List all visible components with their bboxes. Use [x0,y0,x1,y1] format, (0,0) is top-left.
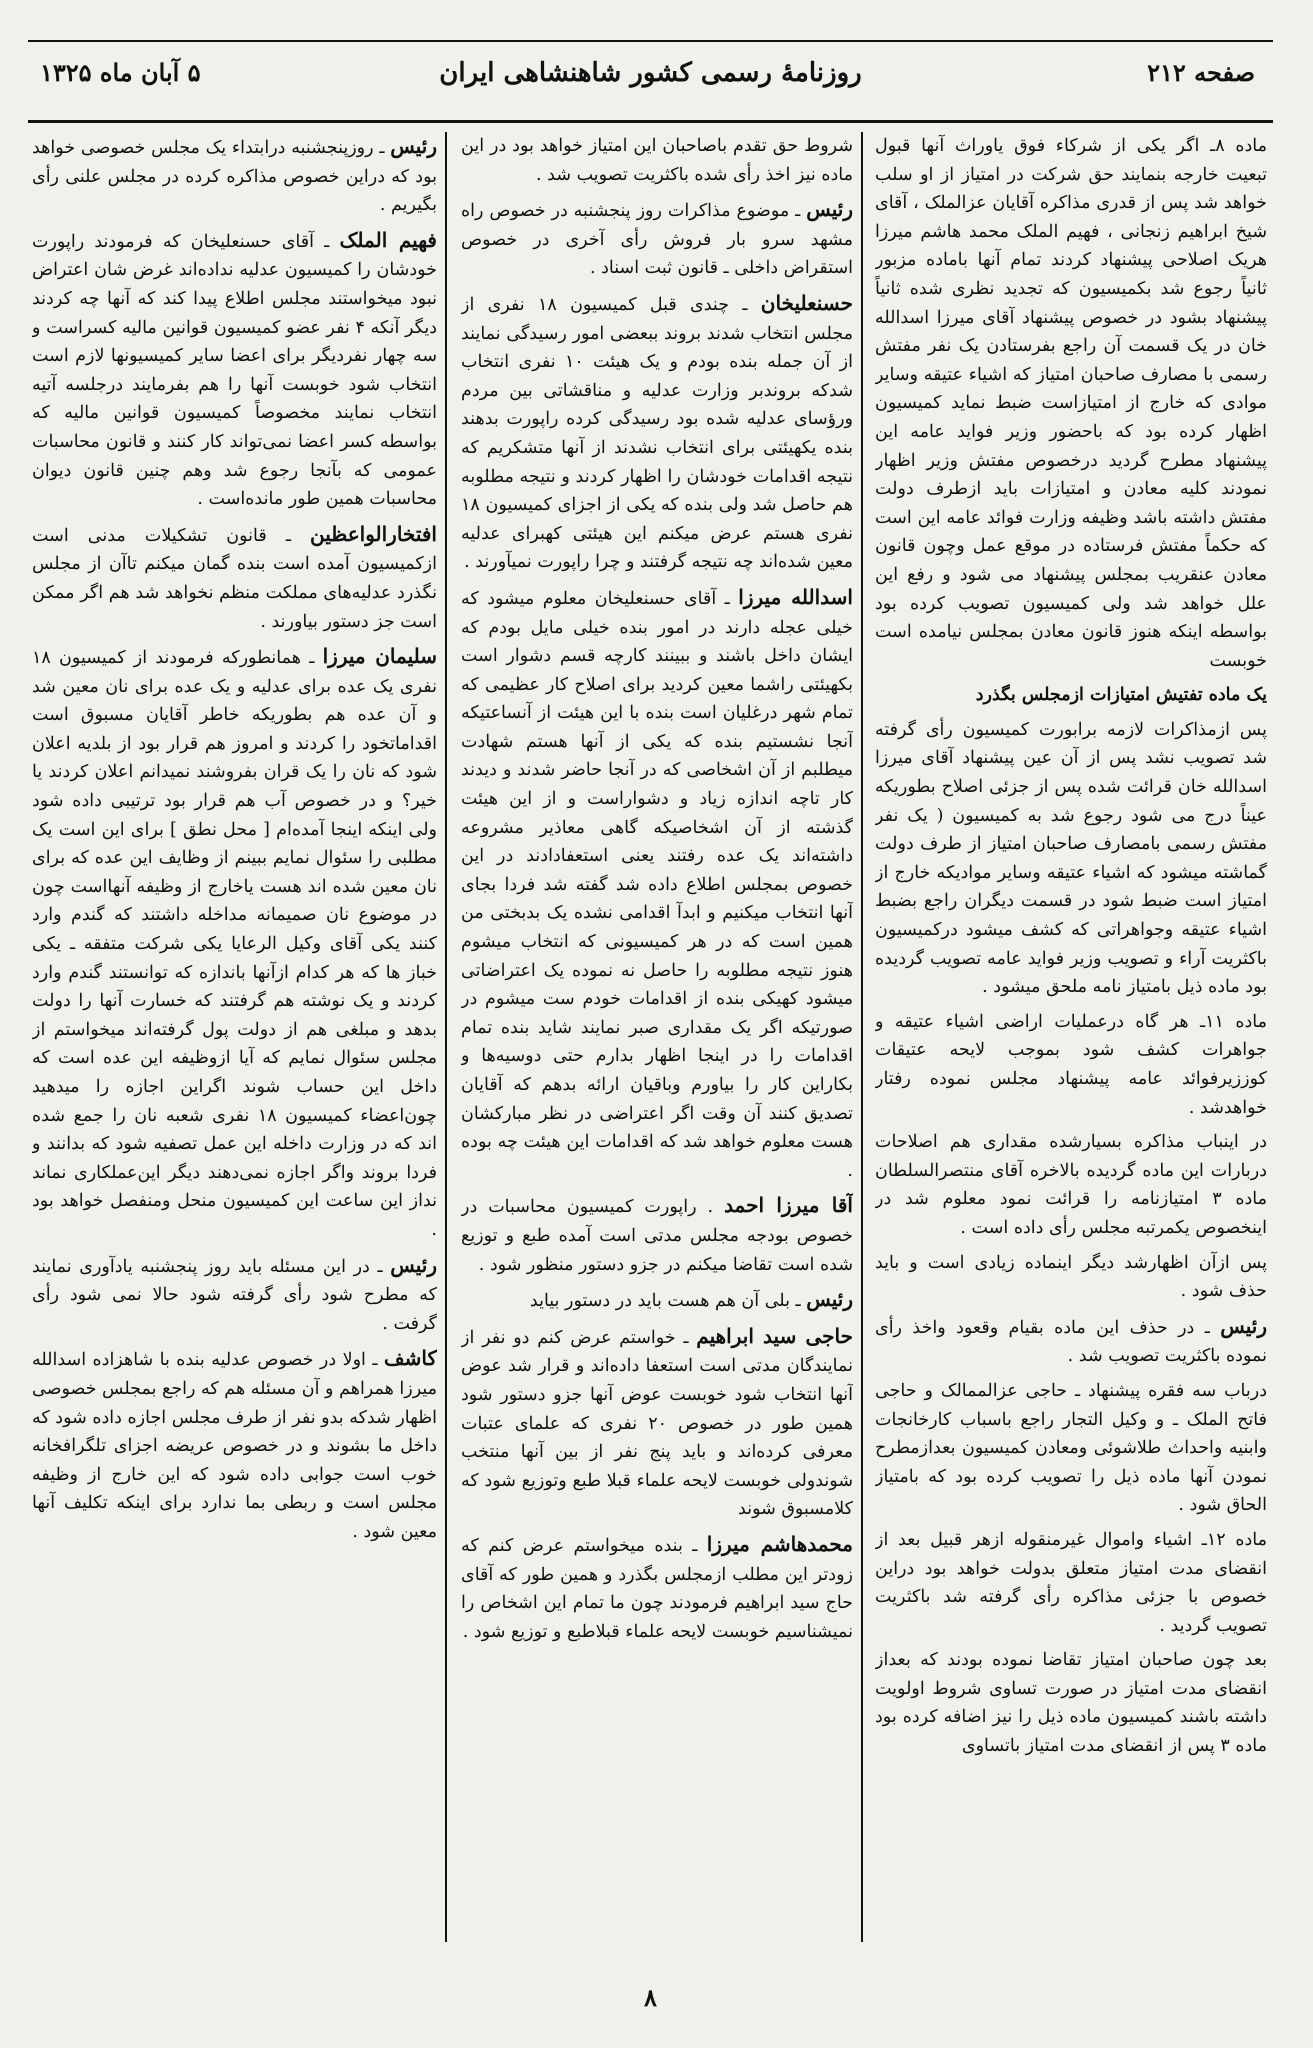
paragraph: پس ازمذاکرات لازمه برابورت کمیسیون رأی گرفته شد تصویب نشد پس از آن عین پیشنهاد آقای میرزا اسدالله خان قرائت شده پس از جزئی اصلاح بطوریکه عیناً درج می شود رجوع شد به کمیسیون ( یک نفر مفتش رسمی بامصارف صاحبان امتیاز از طرف دولت گماشته میشود که اشیاء عتیقه وسایر موادیکه خارج از امتیاز است ضبط شود در قسمت دیگران راجع بضبط اشیاء عتیقه وجواهراتی که کشف میشود درکمیسیون باکثریت آراء و تصویب وزیر فواید عامه تصویب گردیده بود ماده ذیل بامتیاز نامه ملحق میشود . [875,719,1267,998]
column-middle [461,132,853,1932]
newspaper-page [28,40,1273,2030]
speech [32,1251,437,1339]
speech [461,289,853,577]
paragraph-bold: یک ماده تفتیش امتیازات ازمجلس بگذرد [975,685,1267,706]
speaker-name: کاشف [383,1346,437,1371]
speaker-name: اسدالله میرزا [738,584,853,609]
speech-text: . راپورت کمیسیون محاسبات در خصوص بودجه مجلس مدتی است آمده طبع و توزیع شده است تقاضا میکنم در جزو دستور منظور شود . [461,1197,853,1275]
speech-text: ـ بلی آن هم هست باید در دستور بیاید [529,1291,801,1312]
paragraph: ماده ۱۱ـ هر گاه درعملیات اراضی اشیاء عتیقه و جواهرات کشف شود بموجب لایحه عتیقات کوززیرفوائد عامه پیشنهاد مجلس نموده رفتار خواهدشد . [875,1011,1267,1118]
speech [32,226,437,514]
speaker-name: حسنعلیخان [760,290,853,315]
speaker-name: رئیس [390,1252,437,1277]
column-divider-2 [445,132,447,1942]
speech-text: ـ چندی قبل کمیسیون ۱۸ نفری از مجلس انتخاب شدند بروند ببعضی امور رسیدگی نمایند از آن جمله بنده بودم و یک هیئت ۱۰ نفری انتخاب شدکه بروندبر وزارت عدلیه و مناقشاتی بین مردم ورؤسای عدلیه شده بود رسیدگی کرده راپورت بدهند بنده یکهیئتی برای انتخاب نشدند از آنها متشکریم که نتیجه اقدامات خودشان را اظهار کردند و نتیجه مطلوبه هم حاصل شد ولی بنده که یکی از اجزای کمیسیون ۱۸ نفری هستم عرض میکنم این هیئتی کهبرای عدلیه معین شده‌اند چه نتیجه گرفتند و چرا راپورت نمیآورند . [461,294,853,573]
speech-text: ـ خواستم عرض کنم دو نفر از نمایندگان مدتی است استعفا داده‌اند و قرار شد عوض آنها انتخاب شود خوبست عوض آنها جزو دستور شود همین طور در خصوص ۲۰ نفری که علمای عتبات معرفی کرده‌اند و باید پنج نفر از بین آنها منتخب شوندولی خوبست لایحه علماء قبلا طبع وتوزیع شود که کلامسبوق شوند [461,1327,853,1520]
page-number: ۸ [644,1983,657,2012]
speech-text: ـ موضوع مذاکرات روز پنجشنبه در خصوص راه مشهد سرو بار فروش رأی آخری در خصوص استقراض داخلی ـ قانون ثبت اسناد . [461,201,853,279]
speech [32,642,437,1244]
paragraph: پس ازآن اظهارشد دیگر اینماده زیادی است و باید حذف شود . [875,1252,1267,1302]
paragraph: بعد چون صاحبان امتیاز تقاضا نموده بودند که بعداز انقضای مدت امتیاز در صورت تساوی شروط اولویت داشته باشند کمیسیون ماده ذیل را نیز اضافه کرده بود ماده ۳ پس از انقضای مدت امتیاز باتساوی [875,1650,1267,1757]
speech-text: ـ بنده میخواستم عرض کنم که زودتر این مطلب ازمجلس بگذرد و همین طور که آقای حاج سید ابراهیم فرمودند چون ما تمام این اشخاص را نمیشناسیم خوبست لایحه علماء قبلاطبع و توزیع شود . [461,1535,853,1642]
speaker-name: فهیم الملک [339,227,437,252]
speaker-name: محمدهاشم میرزا [706,1531,853,1556]
page-label: صفحه ۲۱۲ [1147,58,1255,87]
paragraph: شروط حق تقدم باصاحبان این امتیاز خواهد بود در این ماده نیز اخذ رأی شده باکثریت تصویب شد . [461,136,853,185]
speech [875,1312,1267,1371]
speech-text: ـ روزپنجشنبه درابتداء یک مجلس خصوصی خواهد بود که دراین خصوص مذاکره کرده در مجلس علنی رأی بگیریم . [32,138,437,216]
speaker-name: افتخارالواعظین [310,521,437,546]
issue-date: ۵ آبان ماه ۱۳۲۵ [40,58,201,87]
speech-text: ـ قانون تشکیلات مدنی است ازکمیسیون آمده است بنده گمان میکنم تاآن از مجلس نگذرد عدلیه‌های مملکت منظم نخواهد شد هم اگر ممکن است جز دستور بیاورند . [32,525,437,632]
speech-text: ـ در حذف این ماده بقیام وقعود واخذ رأی نموده باکثریت تصویب شد . [875,1317,1267,1367]
speech [32,520,437,636]
speaker-name: رئیس [1220,1313,1267,1338]
speech-text: ـ همانطورکه فرمودند از کمیسیون ۱۸ نفری یک عده برای عدلیه و یک عده برای نان معین شد و آن عده هم بطوریکه خاطر آقایان مسبوق است اقداماتخود را کردند و امروز هم قرار بود از بلدیه اعلان شود که نان را یک قران بفروشند نمیدانم اعلان کردند یا خیر؟ و در خصوص آب هم قرار بود ترتیبی داده شود ولی اینکه اینجا آمده‌ام [ محل نطق ] برای این است یک مطلبی را سئوال نمایم ببینم از وظایف این عده که برای نان معین شده اند هست یاخارج از وظیفه آنهااست چون در موضوع نان صمیمانه مداخله داشتند که گندم وارد کنند یکی آقای وکیل الرعایا یکی شرکت متفقه ـ یکی خباز ها که هر کدام ازآنها باندازه که توانستند گندم وارد کردند و یک نوشته هم گرفتند که خسارت آنها را دولت بدهد و مبلغی هم از دولت پول گرفته‌اند میخواستم از مجلس سئوال نمایم که آیا ازوظیفه این عده است که داخل این حساب شوند اگراین اجازه را میدهید چون‌اعضاء کمیسیون ۱۸ نفری شعبه نان را جمع شده اند که در وزارت داخله این عمل تصفیه شود که بدانند و فردا بروند واگر اجازه نمی‌دهند دیگر این‌عملکاری نماند نداز این ساعت این کمیسیون منحل ومنفصل خواهد بود . [32,648,437,1240]
speaker-name: آقا میرزا احمد [724,1193,853,1218]
speech [32,1344,437,1546]
speech-text: ـ در این مسئله باید روز پنجشنبه یادآوری نمایند که مطرح شود رأی گرفته شود حالا نمی شود رأی گرفت . [32,1256,437,1334]
speech [461,583,853,1185]
speaker-name: حاجی سید ابراهیم [696,1323,853,1348]
speaker-name: رئیس [390,134,437,158]
gazette-title: روزنامهٔ رسمی کشور شاهنشاهی ایران [439,58,862,88]
column-left [32,132,437,1932]
speaker-name: سلیمان میرزا [322,644,437,669]
speech [461,1285,853,1316]
speech [461,1191,853,1279]
speaker-name: رئیس [806,1287,853,1312]
paragraph: درباب سه فقره پیشنهاد ـ حاجی عزالممالک و حاجی فاتح الملک ـ و وکیل التجار راجع باسباب کارخانجات وابنیه واحداث طلاشوئی ومعادن کمیسیون بعدازمطرح نمودن آنها ماده ذیل را تصویب کرده بود که بامتیاز الحاق شود . [875,1380,1267,1516]
speech [461,1322,853,1524]
column-right [875,132,1267,1932]
speaker-name: رئیس [806,197,853,222]
page-header [28,40,1273,123]
column-divider-1 [861,132,863,1942]
speech-text: ـ آقای حسنعلیخان که فرمودند راپورت خودشان را کمیسیون عدلیه نداده‌اند غرض شان اعتراض نبود میخواستند مجلس اطلاع پیدا کند که آنها چه کردند دیگر آنکه ۴ نفر عضو کمیسیون قوانین مالیه کسراست و سه چهار نفردیگر برای اعضا سایر کمیسیونها لازم است انتخاب شود خوبست آنها را هم بفرمایند درجلسه آتیه انتخاب نمایند مخصوصاً کمیسیون قوانین مالیه که بواسطه کسر اعضا نمی‌تواند کار کنند و قانون محاسبات عمومی که بآنجا رجوع شد وهم چنین قانون دیوان محاسبات همین طور مانده‌است . [32,231,437,510]
speech [461,1530,853,1646]
paragraph: ماده ۸ـ اگر یکی از شرکاء فوق یاوراث آنها قبول تبعیت خارجه بنمایند حق شرکت در امتیاز از او سلب خواهد شد پس از قدری مذاکره آقایان عزالملک ، آقای شیخ ابراهیم زنجانی ، فهیم الملک محمد هاشم میرزا هریک اصلاحی پیشنهاد کردند تمام آنها باماده مزبور ثانیاً رجوع شد بکمیسیون که تجدید نظری شده ثانیاً پیشنهاد بشود در خصوص پیشنهاد آقای میرزا اسدالله خان در یک قسمت آن راجع بفرستادن یک نفر مفتش رسمی با مصارف صاحبان امتیاز که اشیاء عتیقه وسایر موادی که خارج از امتیازاست ضبط نماید کمیسیون اظهار کرده بود که باحضور وزیر فواید عامه این پیشنهاد مطرح گردید درخصوص مفتش وزیر اظهار نمودند کلیه معادن و امتیازات باید ازطرف دولت مفتش داشته باشد وظیفه وزارت فوائد عامه این است که حکماً مفتش فرستاده در موقع عمل وچون قانون معادن عنقریب بمجلس پیشنهاد می شود و رفع این علل خواهد شد ولی کمیسیون تصویب کرده بود بواسطه اینکه هنوز قانون معادن بمجلس نیامده است خوبست [875,136,1267,671]
paragraph: ماده ۱۲ـ اشیاء واموال غیرمنقوله ازهر قبیل بعد از انقضای مدت امتیاز متعلق بدولت خواهد بود دراین خصوص با جزئی مذاکره رأی گرفته شد باکثریت تصویب گردید . [875,1529,1267,1636]
speech [461,195,853,283]
speech-text: ـ اولا در خصوص عدلیه بنده با شاهزاده اسدالله میرزا همراهم و آن مسئله هم که راجع بمجلس خصوصی اظهار شدکه بدو نفر از طرف مجلس اجازه داده شود که داخل ما بشوند و در خصوص عریضه اجزای تلگرافخانه خوب است جوابی داده شود که این خارج از وظیفه مجلس است و ربطی بما ندارد برای اینکه تکلیف آنها معین شود . [32,1350,437,1542]
speech-text: ـ آقای حسنعلیخان معلوم میشود که خیلی عجله دارند در امور بنده خیلی مایل بودم که ایشان داخل باشند و ببینند کارچه قسم دشوار است بکهیئتی راشما معین کردید برای اصلاح کار عظیمی که تمام شهر درغلیان است بنده با این هیئت از آنساعتیکه آنجا نشستیم بنده که یکی از آنها هستم شهادت میطلبم از آن اشخاصی که در آنجا حاضر شدند و دیدند کار تاچه اندازه زیاد و دشواراست و از این هیئت گذشته از آن اشخاصیکه گاهی معاذیر مشروعه داشته‌اند یک عده رفتند یعنی استعفادادند در این خصوص بمجلس اطلاع داده شد گفته شد فردا بجای آنها انتخاب میکنیم و ابدآ اقدامی نشده یک بدبختی من همین است که در هر کمیسیونی که انتخاب میشوم هنوز نتیجه مطلوبه را حاصل نه نموده یک اعتراضاتی میشود کهیکی بنده از اقدامات خودم ست میشوم در صورتیکه اگر یک مقداری صبر نمایند شاید بنده تمام اقدامات را در اینجا اظهار بدارم حتی دوسیه‌ها و بکاراین کار را بیاورم وباقیان ارائه بدهم که آقایان تصدیق کنند آن وقت اگر اعتراضی در نظر مبارکشان هست معلوم خواهد شد که اقدامات این هیئت چه بوده . [461,588,853,1181]
paragraph: در اینباب مذاکره بسیارشده مقداری هم اصلاحات دربارات این ماده گردیده بالاخره آقای منتصرالسلطان ماده ۳ امتیازنامه را قرائت نمود معلوم شد در اینخصوص یکمرتبه مجلس رأی داده است . [875,1132,1267,1238]
speech [32,132,437,220]
